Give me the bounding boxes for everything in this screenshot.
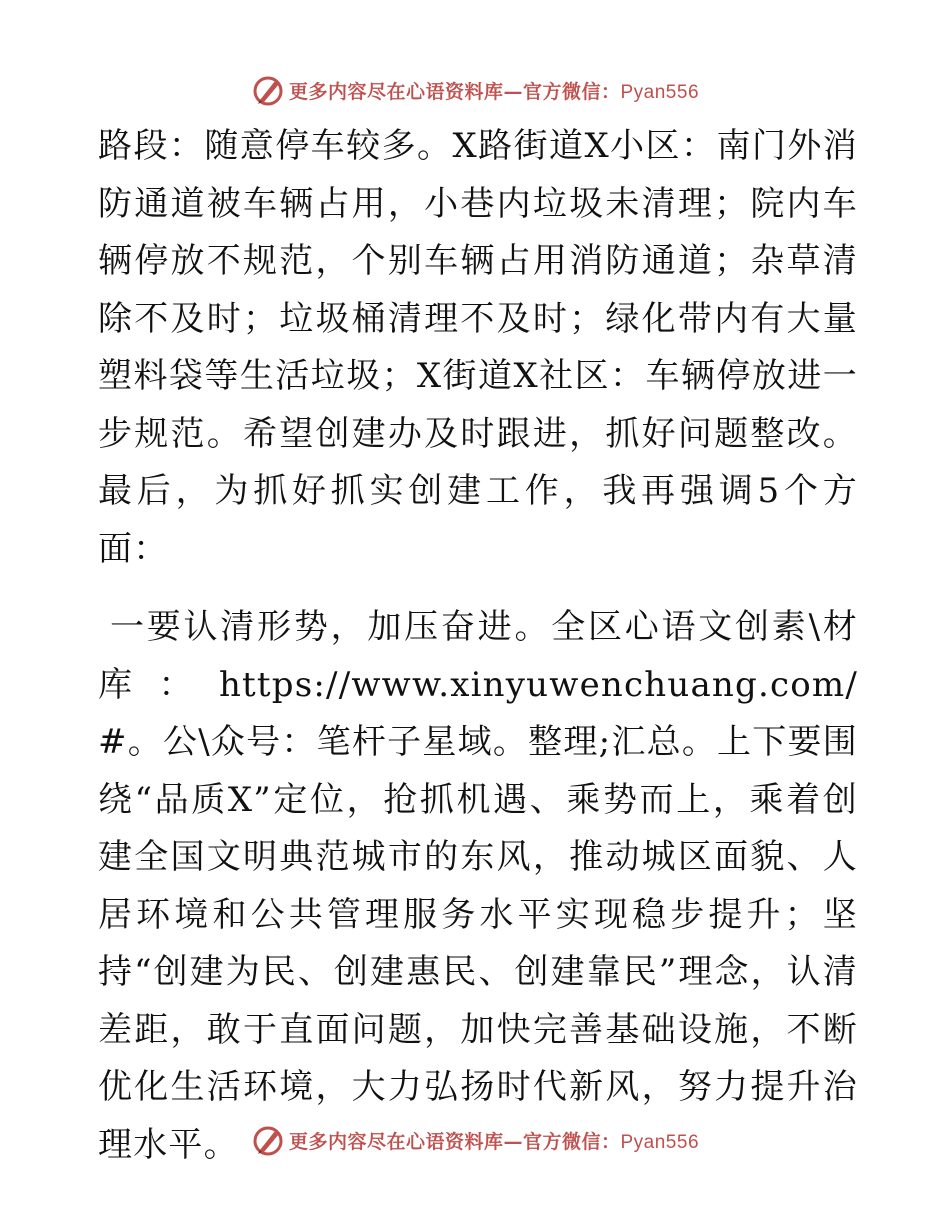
paragraph-2: 一要认清形势，加压奋进。全区心语文创素\材库：https://www.xinyuwenchuang.com/#。公\众号：笔杆子星域。整理;汇总。上下要围绕“品质X”定位，抢抓机遇、乘势而上，乘着创建全国文明典范城市的东风，推动城区面貌、人居环境和公共管理服务水平实现稳步提升；坚持“创建为民、创建惠民、创建靠民”理念，认清差距，敢于直面问题，加快完善基础设施，不断优化生活环境，大力弘扬时代新风，努力提升治理水平。 [98,607,858,1165]
header-banner-label: 更多内容尽在心语资料库—官方微信： [288,80,621,103]
pen-circle-logo-icon [251,73,285,107]
document-body [98,118,858,1174]
footer-wechat-id: Pyan556 [620,1131,700,1153]
header-banner [0,70,950,110]
header-wechat-id: Pyan556 [620,81,700,103]
header-banner-text [289,77,699,104]
pen-circle-logo-icon [251,1123,285,1157]
footer-banner-text [289,1127,699,1154]
paragraph-1: 路段：随意停车较多。X路街道X小区：南门外消防通道被车辆占用，小巷内垃圾未清理；院内车辆停放不规范，个别车辆占用消防通道；杂草清除不及时；垃圾桶清理不及时；绿化带内有大量塑料袋等生活垃圾；X街道X社区：车辆停放进一步规范。希望创建办及时跟进，抓好问题整改。最后，为抓好抓实创建工作，我再强调5个方面： [98,126,858,569]
footer-banner-label: 更多内容尽在心语资料库—官方微信： [288,1130,621,1153]
footer-banner [0,1120,950,1160]
